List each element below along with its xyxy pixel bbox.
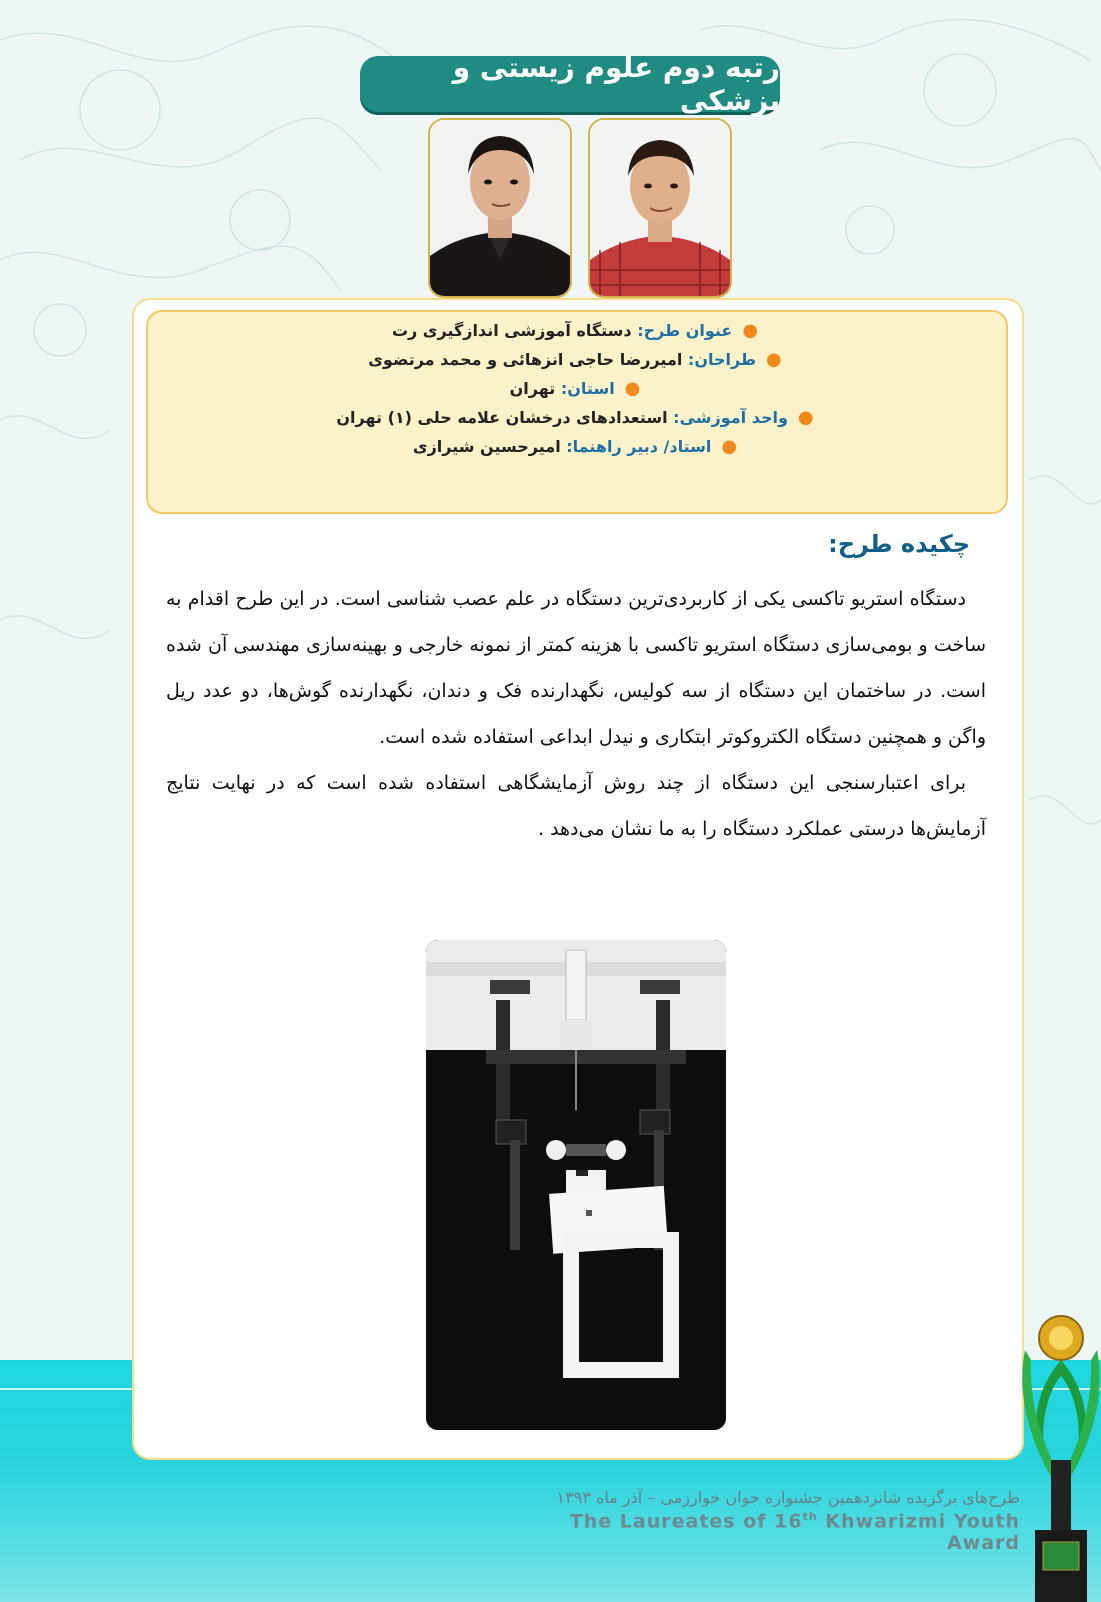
device-photo <box>426 940 726 1430</box>
info-designers-value: امیررضا حاجی انزهائی و محمد مرتضوی <box>368 350 683 369</box>
info-school-value: استعدادهای درخشان علامه حلی (۱) تهران <box>336 408 668 427</box>
footer-english-caption <box>514 1510 1020 1554</box>
info-school-label: واحد آموزشی: <box>673 408 788 427</box>
info-province-value: تهران <box>509 379 556 398</box>
info-province-label: استان: <box>560 379 615 398</box>
footer-english-pre: The Laureates of 16 <box>569 1510 803 1533</box>
info-project-title <box>160 320 990 341</box>
bullet-icon: ● <box>624 378 641 399</box>
abstract-paragraph-1: دستگاه استریو تاکسی یکی از کاربردی‌ترین دستگاه در علم عصب شناسی است. در این طرح اقدام به ساخت و بومی‌سازی دستگاه استریو تاکسی با هزینه کمتر از نمونه خارجی و بهینه‌سازی مهندسی آن شده است. در ساختمان این دستگاه از سه کولیس، نگهدارنده فک و دندان، نگهدارنده گوش‌ها، دو عدد ریل واگن و همچنین دستگاه الکتروکوتر ابتکاری و نیدل ابداعی استفاده شده است. <box>166 588 986 748</box>
bullet-icon: ● <box>797 407 814 428</box>
bullet-icon: ● <box>766 349 782 370</box>
info-advisor-value: امیرحسین شیرازی <box>412 437 561 456</box>
footer-english-post: Khwarizmi Youth Award <box>817 1510 1020 1555</box>
abstract-heading: چکیده طرح: <box>828 530 970 558</box>
abstract-body <box>166 576 986 852</box>
info-project-title-label: عنوان طرح: <box>637 321 733 340</box>
student-photo-1 <box>588 118 732 298</box>
abstract-paragraph-2: برای اعتبارسنجی این دستگاه از چند روش آزمایشگاهی استفاده شده است که در نهایت نتایج آزمایش‌ها درستی عملکرد دستگاه را به ما نشان می‌دهد . <box>166 772 986 840</box>
bullet-icon: ● <box>742 320 759 341</box>
info-school <box>160 407 990 428</box>
bullet-icon: ● <box>721 436 738 457</box>
student-photo-2 <box>428 118 572 298</box>
footer-persian-caption: طرح‌های برگزیده شانزدهمین جشنواره جوان خوارزمی – آذر ماه ۱۳۹۳ <box>556 1488 1020 1507</box>
info-advisor <box>160 436 990 457</box>
info-project-title-value: دستگاه آموزشی اندازگیری رت <box>391 321 632 340</box>
info-advisor-label: استاد/ دبیر راهنما: <box>566 437 712 456</box>
page-title: رتبه دوم علوم زیستی و پزشکی <box>360 56 780 112</box>
footer-english-sup: th <box>802 1510 818 1523</box>
info-province <box>160 378 990 399</box>
trophy-icon <box>1015 1310 1101 1602</box>
info-designers <box>160 349 990 370</box>
info-designers-label: طراحان: <box>687 350 757 369</box>
